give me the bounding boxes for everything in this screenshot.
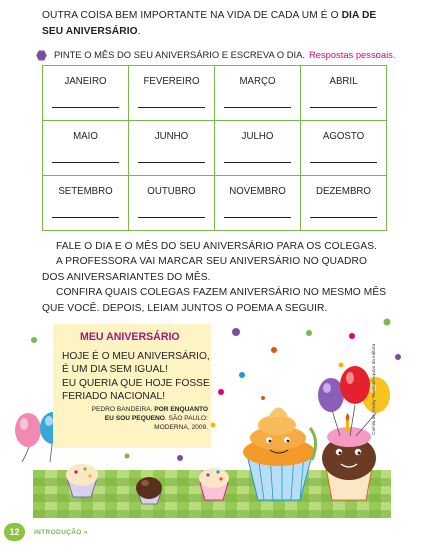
instructions-paragraphs (42, 239, 392, 316)
activity-instruction (36, 49, 396, 61)
month-label: NOVEMBRO (229, 186, 286, 197)
poem-line: HOJE É O MEU ANIVERSÁRIO, (62, 351, 210, 362)
day-write-line[interactable] (224, 162, 291, 163)
poem-line: EU QUERIA QUE HOJE FOSSE (62, 377, 210, 389)
poem-title: MEU ANIVERSÁRIO (80, 331, 180, 343)
day-write-line[interactable] (310, 162, 377, 163)
month-cell[interactable] (43, 176, 129, 231)
chevron-right-icon: » (83, 528, 88, 536)
month-label: SETEMBRO (58, 186, 113, 197)
month-label: AGOSTO (322, 131, 365, 142)
day-write-line[interactable] (310, 107, 377, 108)
month-cell[interactable] (301, 121, 387, 176)
day-write-line[interactable] (224, 217, 291, 218)
month-cell[interactable] (215, 176, 301, 231)
illustration-credit: Camila de Godoy Teixeira/Arquivo da editora (371, 343, 376, 435)
month-label: JANEIRO (64, 76, 107, 87)
month-cell[interactable] (301, 176, 387, 231)
months-row (43, 121, 387, 176)
day-write-line[interactable] (138, 217, 205, 218)
months-row (43, 66, 387, 121)
instruction-text: PINTE O MÊS DO SEU ANIVERSÁRIO E ESCREVA O DIA. (54, 49, 305, 60)
hexagon-bullet-icon (36, 50, 47, 61)
book-title: POR ENQUANTO EU SOU PEQUENO (104, 406, 208, 422)
month-cell[interactable] (215, 66, 301, 121)
paragraph: FALE O DIA E O MÊS DO SEU ANIVERSÁRIO PARA OS COLEGAS. (56, 241, 378, 252)
intro-text: OUTRA COISA BEM IMPORTANTE NA VIDA DE CADA UM É O DIA DE SEU ANIVERSÁRIO. (42, 10, 377, 37)
balloons-right (318, 366, 390, 436)
month-label: ABRIL (329, 76, 358, 87)
month-label: OUTUBRO (147, 186, 196, 197)
month-cell[interactable] (129, 176, 215, 231)
month-label: MARÇO (239, 76, 276, 87)
months-grid (42, 65, 387, 231)
day-write-line[interactable] (224, 107, 291, 108)
poem-lines (62, 350, 212, 403)
month-label: FEVEREIRO (143, 76, 200, 87)
day-write-line[interactable] (138, 162, 205, 163)
month-cell[interactable] (215, 121, 301, 176)
day-write-line[interactable] (52, 217, 119, 218)
answer-note: Respostas pessoais. (308, 49, 396, 60)
page-footer (4, 523, 88, 541)
chocolate-cupcake-character (322, 413, 376, 500)
page-number: 12 (4, 523, 25, 541)
month-cell[interactable] (129, 121, 215, 176)
small-cupcake (199, 468, 229, 500)
month-cell[interactable] (129, 66, 215, 121)
day-write-line[interactable] (52, 107, 119, 108)
intro-bold: DIA DE SEU ANIVERSÁRIO (42, 10, 377, 37)
month-label: JUNHO (154, 131, 189, 142)
poem-credit: PEDRO BANDEIRA. POR ENQUANTO EU SOU PEQUENO. SÃO PAULO: MODERNA, 2009. (91, 406, 208, 431)
month-cell[interactable] (301, 66, 387, 121)
month-cell[interactable] (43, 66, 129, 121)
poem-line: FERIADO NACIONAL! (62, 390, 166, 402)
poem-line: É UM DIA SEM IGUAL! (62, 364, 168, 376)
section-label: INTRODUÇÃO » (34, 528, 88, 536)
month-label: DEZEMBRO (316, 186, 371, 197)
day-write-line[interactable] (138, 107, 205, 108)
paragraph: CONFIRA QUAIS COLEGAS FAZEM ANIVERSÁRIO NO MESMO MÊS QUE VOCÊ. DEPOIS, LEIAM JUNTOS O POEMA A SEGUIR. (42, 287, 387, 314)
month-label: JULHO (241, 131, 274, 142)
day-write-line[interactable] (52, 162, 119, 163)
day-write-line[interactable] (310, 217, 377, 218)
paragraph: A PROFESSORA VAI MARCAR SEU ANIVERSÁRIO NO QUADRO DOS ANIVERSARIANTES DO MÊS. (42, 256, 367, 283)
month-cell[interactable] (43, 121, 129, 176)
months-row (43, 176, 387, 231)
month-label: MAIO (73, 131, 98, 142)
